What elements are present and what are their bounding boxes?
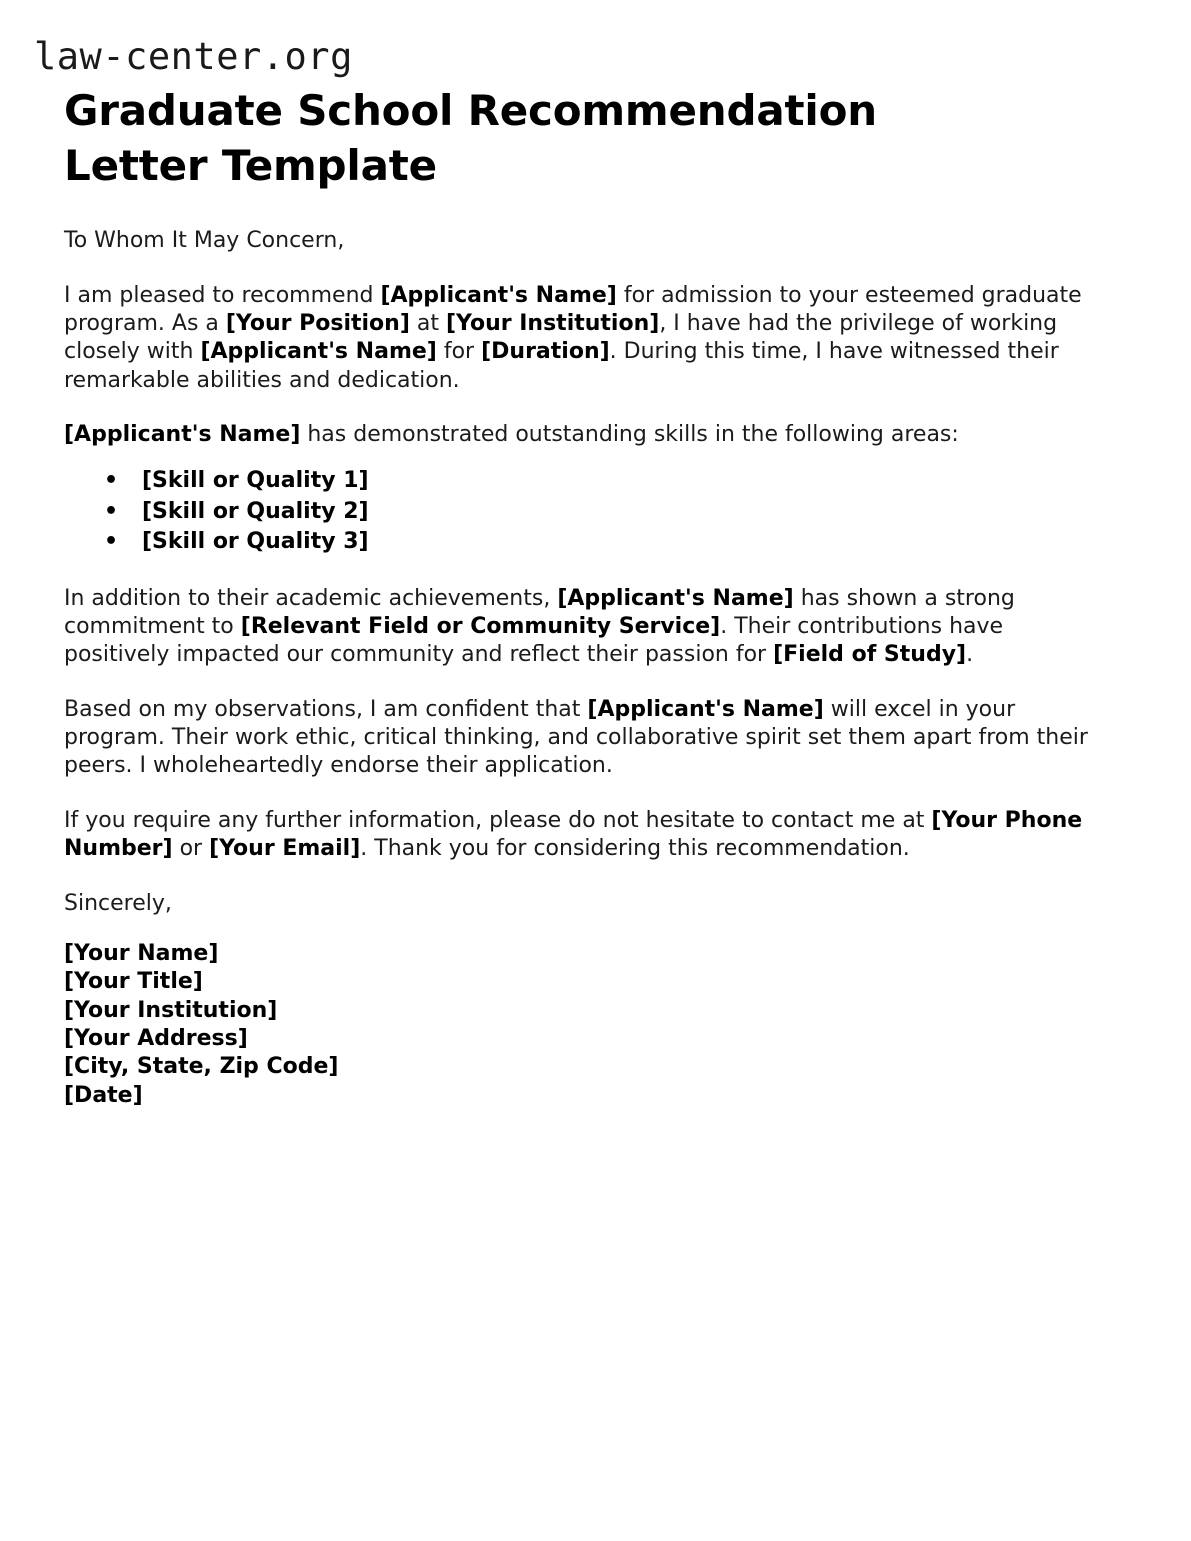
signature-block [64,940,1108,1110]
achievements-text-3: . Their contributions have positively impacted our community and reflect their passion for [64,613,1004,668]
intro-text-4: , I have had the privilege of working closely with [64,310,1058,365]
intro-text-6: . During this time, I have witnessed their remarkable abilities and dedication. [64,339,1059,393]
page-title: Graduate School Recommendation Letter Template [64,86,877,190]
salutation [64,227,1108,255]
intro-text-1: I am pleased to recommend [64,282,381,308]
contact-text-1: If you require any further information, please do not hesitate to contact me at [64,807,932,833]
placeholder-your-position: [Your Position] [225,310,410,336]
achievements-text-1: In addition to their academic achievements, [64,585,558,611]
achievements-text-2: has shown a strong commitment to [64,585,1015,639]
contact-text-3: . Thank you for considering this recommendation. [360,836,910,862]
list-item [122,467,1108,495]
site-brand: law-center.org [34,35,353,78]
closing-salutation [64,890,1108,918]
document-body [64,84,1108,1110]
placeholder-relevant-field: [Relevant Field or Community Service] [240,613,721,639]
endorsement-text-2: will excel in your program. Their work ethic, critical thinking, and collaborative spirit set them apart from their peers. I wholeheartedly endorse their application. [64,696,1088,779]
skills-list [64,467,1108,556]
intro-text-3: at [409,310,446,336]
closing-text: Sincerely, [64,890,172,916]
signature-your-name: [Your Name] [64,940,219,966]
paragraph-contact [64,807,1108,864]
intro-text-5: for [436,339,482,365]
placeholder-field-of-study: [Field of Study] [773,642,967,668]
contact-text-2: or [172,836,210,862]
salutation-text: To Whom It May Concern, [64,228,345,254]
skill-label: [Skill or Quality 3] [142,529,369,555]
placeholder-applicant-name-4: [Applicant's Name] [557,585,794,611]
paragraph-endorsement [64,696,1108,781]
list-item [122,498,1108,526]
skills-lead-text: has demonstrated outstanding skills in the following areas: [300,422,959,448]
signature-date: [Date] [64,1082,143,1108]
placeholder-applicant-name-5: [Applicant's Name] [587,696,824,722]
placeholder-your-email: [Your Email] [209,836,361,862]
paragraph-skills-lead [64,421,1108,449]
signature-your-address: [Your Address] [64,1026,248,1052]
achievements-text-4: . [966,642,974,668]
placeholder-applicant-name-2: [Applicant's Name] [200,339,437,365]
paragraph-introduction [64,282,1108,396]
placeholder-your-phone-number: [Your Phone Number] [64,807,1083,862]
placeholder-applicant-name-3: [Applicant's Name] [64,422,301,448]
signature-your-title: [Your Title] [64,969,203,995]
signature-city-state-zip: [City, State, Zip Code] [64,1054,339,1080]
signature-your-institution: [Your Institution] [64,997,278,1023]
paragraph-achievements [64,585,1108,670]
placeholder-duration: [Duration] [481,339,610,365]
skill-label: [Skill or Quality 1] [142,468,369,494]
intro-text-2: for admission to your esteemed graduate program. As a [64,282,1082,336]
placeholder-your-institution: [Your Institution] [445,310,660,336]
skill-label: [Skill or Quality 2] [142,498,369,524]
placeholder-applicant-name-1: [Applicant's Name] [380,282,617,308]
endorsement-text-1: Based on my observations, I am confident that [64,696,588,722]
list-item [122,528,1108,556]
